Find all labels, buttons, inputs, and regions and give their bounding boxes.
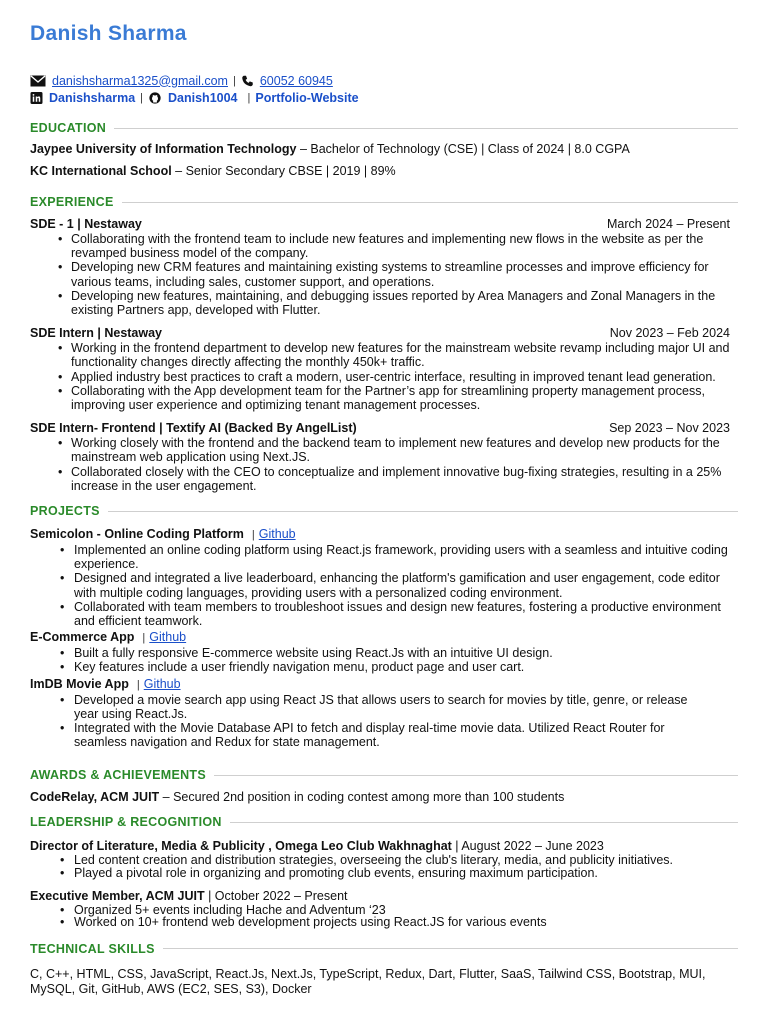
project-name: E-Commerce App bbox=[30, 630, 135, 645]
list-item: • Developing new features, maintaining, and debugging issues reported by Area Managers and Zonal Managers in the existing Partners app, developed with Flutter. bbox=[30, 289, 738, 317]
leadership-date: | August 2022 – June 2023 bbox=[451, 839, 604, 854]
list-item: • Developed a movie search app using React JS that allows users to search for movies by title, genre, or release year using React.Js. bbox=[30, 693, 688, 721]
list-item: • Built a fully responsive E-commerce website using React.Js with an intuitive UI design. bbox=[30, 646, 738, 660]
phone-link[interactable]: 60052 60945 bbox=[259, 73, 333, 88]
leadership-role: Executive Member, ACM JUIT bbox=[30, 888, 205, 903]
awards-heading: AWARDS & ACHIEVEMENTS bbox=[30, 767, 738, 783]
separator: | bbox=[247, 91, 251, 104]
list-item: • Organized 5+ events including Hache and Adventum ‘23 bbox=[30, 904, 738, 917]
list-item: • Implemented an online coding platform using React.js framework, providing users with a seamless and intuitive coding experience. bbox=[30, 543, 738, 571]
job-role: SDE Intern- Frontend | Textify AI (Backed By AngelList) bbox=[30, 421, 357, 436]
list-item: • Collaborated with team members to troubleshoot issues and design new features, fostering a productive environment and efficient teamwork. bbox=[30, 600, 738, 628]
education-item: KC International School – Senior Secondary CBSE | 2019 | 89% bbox=[30, 164, 396, 178]
phone-icon bbox=[241, 75, 254, 87]
linkedin-link[interactable]: Danishsharma bbox=[49, 90, 136, 105]
leadership-entry bbox=[30, 839, 738, 879]
list-item: • Integrated with the Movie Database API to fetch and display real-time movie data. Utilized React Router for seamless navigation and Redux for state management. bbox=[30, 721, 688, 749]
list-item: • Designed and integrated a live leaderboard, enhancing the platform's gamification and user engagement, code editor with multiple coding languages, providing users with a personalized coding environment. bbox=[30, 571, 738, 599]
leadership-entry bbox=[30, 889, 738, 929]
projects-heading: PROJECTS bbox=[30, 503, 738, 519]
skills-list: C, C++, HTML, CSS, JavaScript, React.Js, Next.Js, TypeScript, Redux, Dart, Flutter, SaaS, Tailwind CSS, Bootstrap, MUI, MySQL, Git, GitHub, AWS (EC2, SES, S3), Docker bbox=[30, 966, 706, 996]
experience-heading: EXPERIENCE bbox=[30, 194, 738, 210]
linkedin-icon bbox=[30, 92, 43, 104]
list-item: • Developing new CRM features and maintaining existing systems to streamline processes and improve efficiency for various teams, including sales, customer support, and operations. bbox=[30, 260, 738, 288]
job-date: Nov 2023 – Feb 2024 bbox=[609, 326, 730, 341]
list-item: • Collaborating with the App development team for the Partner’s app for streamlining property management process, improving user experience and optimizing tenant management processes. bbox=[30, 384, 738, 412]
email-link[interactable]: danishsharma1325@gmail.com bbox=[52, 73, 228, 88]
award-item: CodeRelay, ACM JUIT – Secured 2nd position in coding contest among more than 100 students bbox=[30, 790, 565, 805]
skills-heading: TECHNICAL SKILLS bbox=[30, 941, 738, 957]
job-date: March 2024 – Present bbox=[607, 217, 730, 231]
list-item: • Applied industry best practices to craft a modern, user-centric interface, resulting in improved tenant lead generation. bbox=[30, 370, 738, 384]
leadership-heading: LEADERSHIP & RECOGNITION bbox=[30, 814, 738, 830]
list-item: • Played a pivotal role in organizing and promoting club events, ensuring maximum participation. bbox=[30, 867, 738, 880]
portfolio-link[interactable]: Portfolio-Website bbox=[255, 90, 359, 105]
github-link[interactable]: Github bbox=[149, 630, 187, 645]
list-item: • Working closely with the frontend and the backend team to implement new features and develop new products for the mainstream web application using Next.JS. bbox=[30, 436, 738, 464]
github-profile-link[interactable]: Danish1004 bbox=[168, 90, 238, 105]
project-entry: Semicolon - Online Coding Platform | Github • Implemented an online coding platform using React.js framework, providing users with a seamless and intuitive coding experience. • Designed and integrated a live leaderboard, enhancing the platform's gamification and user engagement, code editor with multiple coding languages, providing users with a personalized coding environment. • Collaborated with team members to troubleshoot issues and design new features, fostering a productive environment and efficient teamwork. bbox=[30, 527, 738, 628]
list-item: • Led content creation and distribution strategies, overseeing the club's literary, media, and publicity initiatives. bbox=[30, 854, 738, 867]
job-entry bbox=[30, 326, 738, 412]
list-item: • Key features include a user friendly navigation menu, product page and user cart. bbox=[30, 660, 738, 674]
education-item: Jaypee University of Information Technology – Bachelor of Technology (CSE) | Class of 2024 | 8.0 CGPA bbox=[30, 142, 630, 156]
job-role: SDE - 1 | Nestaway bbox=[30, 217, 142, 231]
list-item: • Worked on 10+ frontend web development projects using React.JS for various events bbox=[30, 916, 738, 929]
list-item: • Working in the frontend department to develop new features for the mainstream website revamp including major UI and functionality changes directly affecting the monthly 450k+ traffic. bbox=[30, 341, 738, 369]
github-link[interactable]: Github bbox=[258, 527, 296, 542]
separator: | bbox=[232, 74, 236, 87]
candidate-name: Danish Sharma bbox=[30, 22, 187, 45]
job-entry bbox=[30, 421, 738, 493]
resume-page bbox=[30, 22, 738, 997]
project-entry: ImDB Movie App | Github • Developed a movie search app using React JS that allows users to search for movies by title, genre, or release year using React.Js. • Integrated with the Movie Database API to fetch and display real-time movie data. Utilized React Router for seamless navigation and Redux for state management. bbox=[30, 677, 738, 750]
mail-icon bbox=[30, 75, 46, 87]
project-name: ImDB Movie App bbox=[30, 676, 129, 691]
contact-block bbox=[30, 72, 738, 106]
project-name: Semicolon - Online Coding Platform bbox=[30, 527, 244, 542]
project-entry: E-Commerce App | Github • Built a fully responsive E-commerce website using React.Js with an intuitive UI design. • Key features include a user friendly navigation menu, product page and user cart. bbox=[30, 630, 738, 674]
leadership-role: Director of Literature, Media & Publicity , Omega Leo Club Wakhnaghat bbox=[30, 839, 452, 854]
job-role: SDE Intern | Nestaway bbox=[30, 326, 163, 341]
job-date: Sep 2023 – Nov 2023 bbox=[609, 421, 730, 436]
education-heading: EDUCATION bbox=[30, 120, 738, 136]
github-icon bbox=[148, 92, 162, 104]
job-entry bbox=[30, 217, 738, 317]
github-link[interactable]: Github bbox=[143, 676, 181, 691]
list-item: • Collaborated closely with the CEO to conceptualize and implement innovative bug-fixing strategies, resulting in a 25% increase in the user engagement. bbox=[30, 465, 738, 493]
list-item: • Collaborating with the frontend team to include new features and implementing new flows in the website as per the revamped business model of the company. bbox=[30, 232, 738, 260]
leadership-date: | October 2022 – Present bbox=[204, 888, 348, 903]
separator: | bbox=[140, 91, 144, 104]
